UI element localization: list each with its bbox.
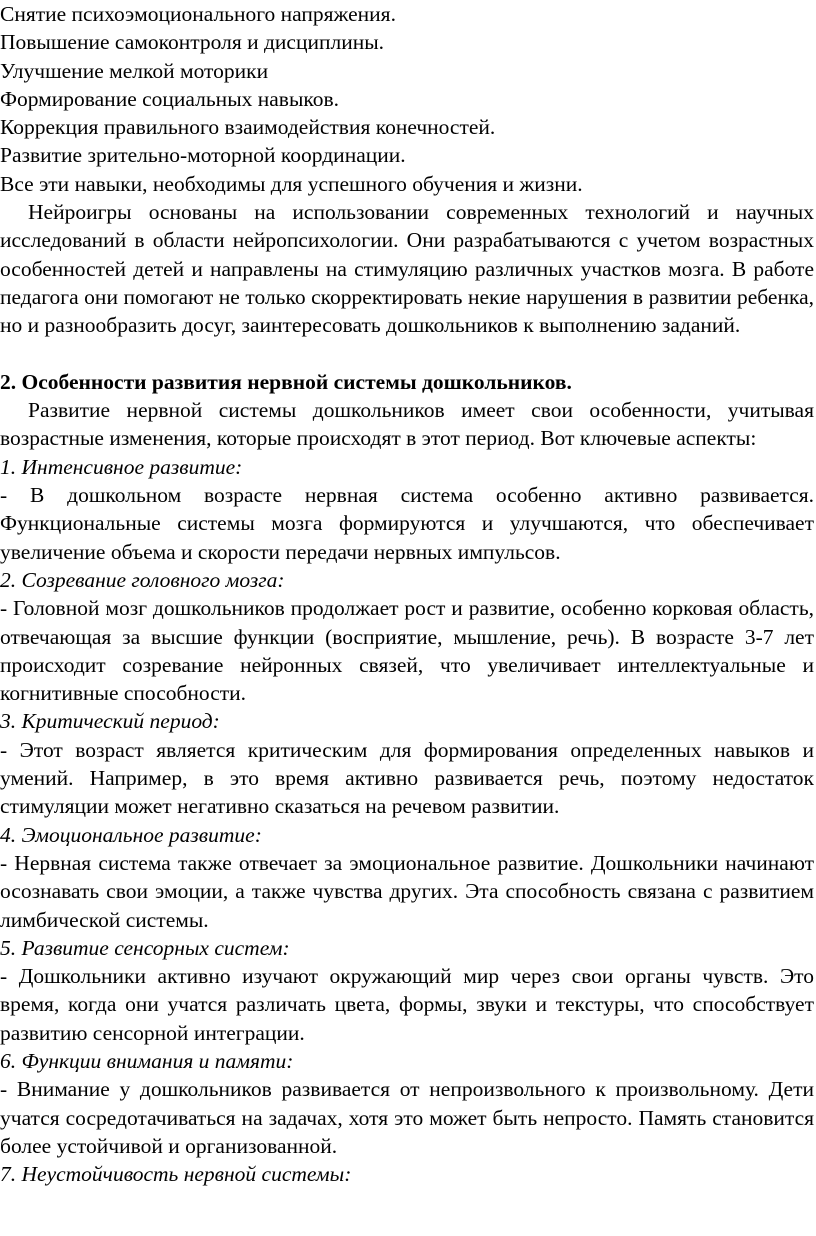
list-item: Коррекция правильного взаимодействия конечностей. (0, 115, 496, 140)
aspect-text: - Этот возраст является критическим для формирования определенных навыков и умений. Например, в это время активно развивается речь, поэтому недостаток стимуляции может негативно сказаться на речевом развитии. (0, 737, 814, 819)
list-item: Все эти навыки, необходимы для успешного обучения и жизни. (0, 171, 583, 196)
aspect-text: - Головной мозг дошкольников продолжает рост и развитие, особенно корковая область, отвечающая за высшие функции (восприятие, мышление, речь). В возрасте 3-7 лет происходит созревание нейронных связей, что увеличивает интеллектуальные и когнитивные способности. (0, 596, 814, 706)
aspect-title: 7. Неустойчивость нервной системы: (0, 1162, 352, 1187)
aspect-item (0, 707, 816, 820)
list-item: Формирование социальных навыков. (0, 86, 340, 111)
aspect-title: 1. Интенсивное развитие: (0, 454, 243, 479)
aspect-title: 6. Функции внимания и памяти: (0, 1048, 294, 1073)
intro-list (0, 0, 816, 198)
aspect-title: 3. Критический период: (0, 709, 220, 734)
section-heading: 2. Особенности развития нервной системы дошкольников. (0, 369, 572, 394)
aspect-item (0, 934, 816, 1047)
list-item: Улучшение мелкой моторики (0, 58, 269, 83)
list-item: Повышение самоконтроля и дисциплины. (0, 30, 385, 55)
list-item: Развитие зрительно-моторной координации. (0, 143, 406, 168)
aspect-text: - Внимание у дошкольников развивается от непроизвольного к произвольному. Дети учатся сосредотачиваться на задачах, хотя это может быть непросто. Память становится более устойчивой и организованной. (0, 1077, 814, 1158)
aspect-title: 5. Развитие сенсорных систем: (0, 935, 290, 960)
aspect-item (0, 1047, 816, 1160)
aspect-item (0, 821, 816, 934)
intro-paragraph: Нейроигры основаны на использовании современных технологий и научных исследований в области нейропсихологии. Они разрабатываются с учетом возрастных особенностей детей и направлены на стимуляцию различных участков мозга. В работе педагога они помогают не только скорректировать некие нарушения в развитии ребенка, но и разнообразить досуг, заинтересовать дошкольников к выполнению заданий. (0, 200, 814, 338)
section-lead: Развитие нервной системы дошкольников имеет свои особенности, учитывая возрастные изменения, которые происходят в этот период. Вот ключевые аспекты: (0, 398, 814, 451)
aspect-title: 2. Созревание головного мозга: (0, 567, 285, 592)
aspect-item (0, 1160, 816, 1188)
aspect-item (0, 453, 816, 566)
aspect-item (0, 566, 816, 707)
aspect-title: 4. Эмоциональное развитие: (0, 822, 262, 847)
aspect-text: - Дошкольники активно изучают окружающий мир через свои органы чувств. Это время, когда они учатся различать цвета, формы, звуки и текстуры, что способствует развитию сенсорной интеграции. (0, 964, 814, 1045)
aspect-text: - Нервная система также отвечает за эмоциональное развитие. Дошкольники начинают осознавать свои эмоции, а также чувства других. Эта способность связана с развитием лимбической системы. (0, 850, 814, 932)
aspect-text: - В дошкольном возрасте нервная система особенно активно развивается. Функциональные системы мозга формируются и улучшаются, что обеспечивает увеличение объема и скорости передачи нервных импульсов. (0, 483, 814, 564)
list-item: Снятие психоэмоционального напряжения. (0, 2, 396, 26)
